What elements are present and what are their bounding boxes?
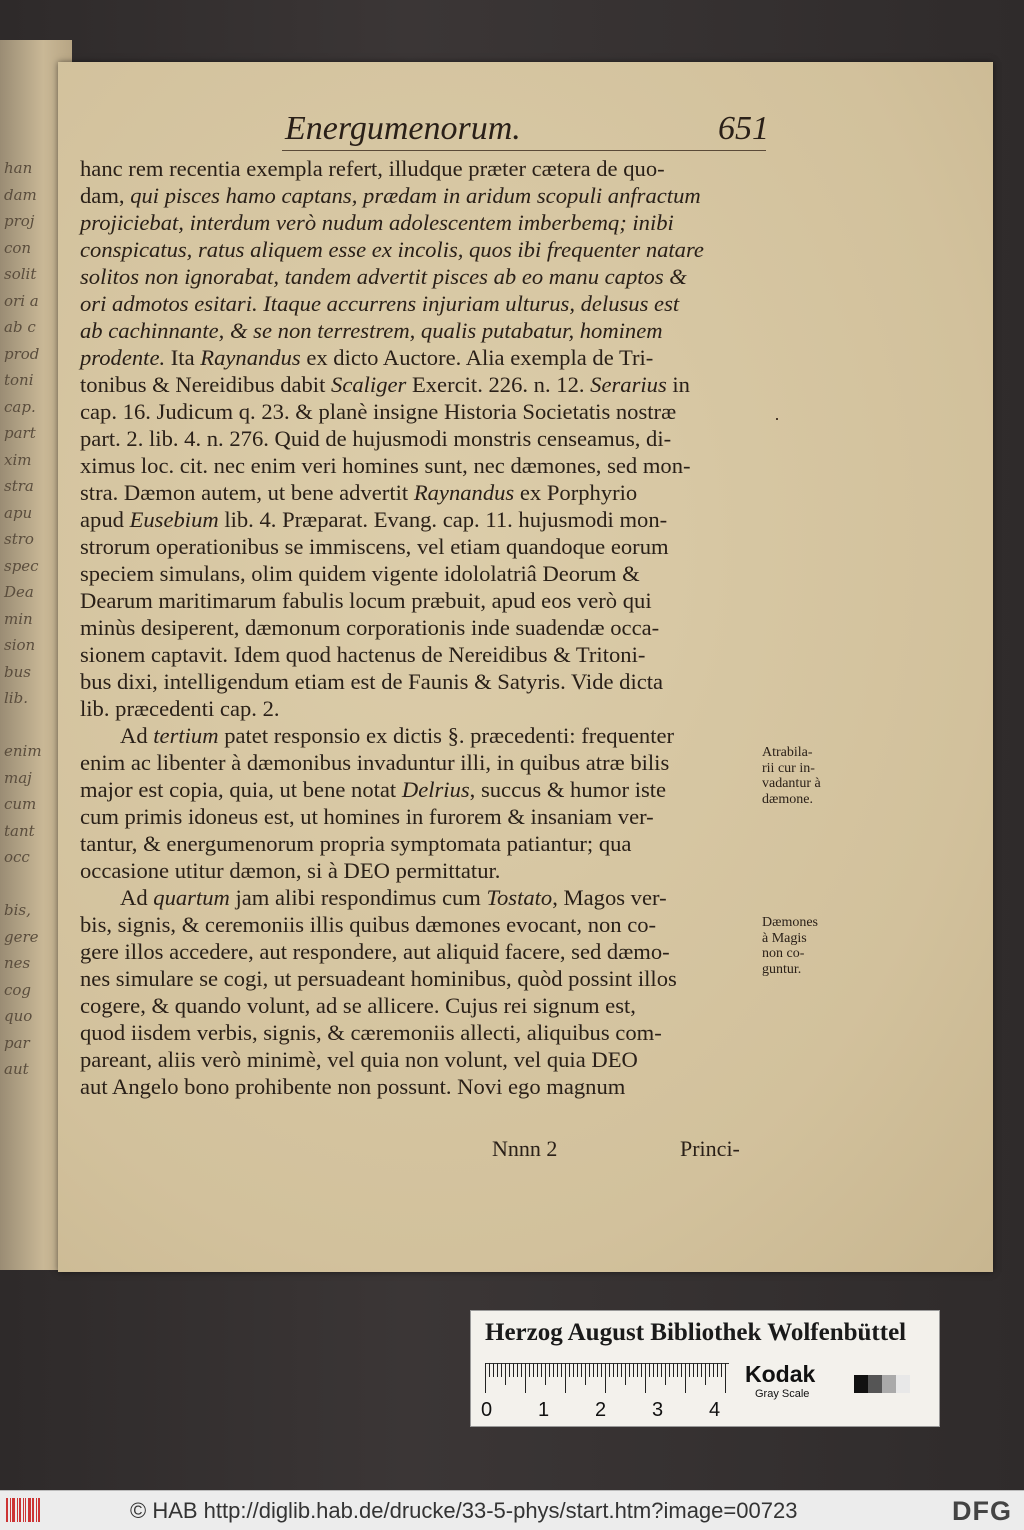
italic-run: projiciebat, interdum verò nudum adolescentem imberbemq; inibi	[80, 210, 674, 235]
library-color-card	[470, 1310, 940, 1427]
previous-page-fragment: enim	[4, 742, 42, 760]
text-run: ximus loc. cit. nec enim veri homines sunt, nec dæmones, sed mon-	[80, 453, 691, 478]
signature-mark: Nnnn 2	[492, 1136, 558, 1161]
margin-note-line: guntur.	[762, 961, 802, 977]
ruler-tick	[565, 1363, 566, 1393]
ruler-tick	[705, 1363, 706, 1385]
text-run: strorum operationibus se immiscens, vel etiam quandoque eorum	[80, 534, 669, 559]
gray-scale-label: Gray Scale	[755, 1388, 810, 1400]
ruler-number: 4	[709, 1399, 721, 1421]
text-run: bus dixi, intelligendum etiam est de Faunis & Satyris. Vide dicta	[80, 669, 664, 694]
text-run: , Magos ver-	[552, 885, 667, 910]
ruler-tick	[645, 1363, 646, 1393]
text-line	[80, 857, 760, 884]
ruler-tick	[521, 1363, 522, 1377]
previous-page-fragment: con	[4, 238, 32, 257]
text-line	[80, 506, 760, 533]
ruler-tick	[545, 1363, 546, 1385]
footer-link[interactable]: © HAB http://diglib.hab.de/drucke/33-5-phys/start.htm?image=00723	[130, 1498, 798, 1523]
page-number: 651	[718, 110, 769, 147]
text-line	[80, 965, 760, 992]
text-run: , succus & humor iste	[469, 777, 667, 802]
previous-page-fragment: solit	[4, 265, 37, 283]
ruler-tick	[589, 1363, 590, 1377]
ink-speck	[776, 418, 778, 420]
text-line	[80, 695, 760, 722]
text-run: Ita	[165, 345, 201, 370]
text-run: dam,	[80, 183, 131, 208]
ruler-tick	[505, 1363, 506, 1385]
ruler-number: 0	[481, 1399, 493, 1421]
previous-page-fragment: stra	[4, 477, 34, 495]
ruler-tick	[585, 1363, 586, 1385]
text-run: nes simulare se cogi, ut persuadeant hominibus, quòd possint illos	[80, 966, 677, 991]
previous-page-fragment: aut	[4, 1060, 29, 1078]
italic-run: prodente.	[80, 345, 166, 370]
text-run: patet responsio ex dictis §. præcedenti: frequenter	[218, 723, 675, 748]
text-line	[80, 425, 760, 452]
text-run: bis, signis, & ceremoniis illis quibus dæmones evocant, non co-	[80, 912, 657, 937]
text-run: Ad	[120, 723, 154, 748]
margin-note-line: à Magis	[762, 930, 807, 946]
ruler-tick	[677, 1363, 678, 1377]
text-line	[80, 587, 760, 614]
previous-page-fragment: spec	[4, 556, 39, 575]
text-line	[80, 263, 760, 290]
ruler-tick	[685, 1363, 686, 1393]
text-run: Ad	[120, 885, 154, 910]
previous-page-fragment: dam	[4, 185, 37, 204]
text-line	[80, 452, 760, 479]
ruler-tick	[657, 1363, 658, 1377]
ruler-number: 1	[538, 1399, 550, 1421]
text-line	[80, 911, 760, 938]
barcode-bar	[19, 1498, 21, 1522]
barcode-bar	[17, 1498, 18, 1522]
running-head-title: Energumenorum.	[285, 110, 521, 147]
ruler-tick	[577, 1363, 578, 1377]
text-run: jam alibi respondimus cum	[229, 885, 487, 910]
text-line	[80, 398, 760, 425]
text-run: cogere, & quando volunt, ad se allicere. Cujus rei signum est,	[80, 993, 636, 1018]
text-line	[80, 344, 760, 371]
text-run: tantur, & energumenorum propria symptomata patiantur; qua	[80, 831, 632, 856]
ruler-tick	[709, 1363, 710, 1377]
previous-page-fragment: tant	[4, 821, 35, 840]
library-name: Herzog August Bibliothek Wolfenbüttel	[485, 1319, 907, 1346]
text-run: lib. præcedenti cap. 2.	[80, 696, 280, 721]
ruler-scale	[485, 1363, 735, 1395]
previous-page-fragment: cum	[4, 795, 37, 813]
text-line	[80, 803, 760, 830]
text-run: ex dicto Auctore. Alia exempla de Tri-	[300, 345, 654, 370]
ruler-tick	[541, 1363, 542, 1377]
text-run: cum primis idoneus est, ut homines in furorem & insaniam ver-	[80, 804, 654, 829]
ruler-tick	[553, 1363, 554, 1377]
text-run: quod iisdem verbis, signis, & cæremoniis allecti, aliquibus com-	[80, 1020, 662, 1045]
margin-note-line: dæmone.	[762, 791, 813, 807]
text-line	[80, 749, 760, 776]
margin-note-daemones	[762, 915, 862, 977]
text-line	[80, 722, 760, 749]
italic-run: conspicatus, ratus aliquem esse ex incolis, quos ibi frequenter natare	[80, 237, 704, 262]
previous-page-fragment: sion	[4, 636, 36, 654]
ruler-tick	[673, 1363, 674, 1377]
ruler-tick	[653, 1363, 654, 1377]
ruler-tick	[525, 1363, 526, 1393]
ruler-tick	[489, 1363, 490, 1377]
ruler-tick	[701, 1363, 702, 1377]
previous-page-fragment: ab c	[4, 318, 36, 336]
ruler-tick	[605, 1363, 606, 1393]
text-line	[80, 479, 760, 506]
ruler-tick	[625, 1363, 626, 1385]
text-run: minùs desiperent, dæmonum corporationis inde suadendæ occa-	[80, 615, 660, 640]
text-run: aut Angelo bono prohibente non possunt. Novi ego magnum	[80, 1074, 626, 1099]
ruler-tick	[581, 1363, 582, 1377]
barcode-bar	[38, 1498, 40, 1522]
ruler-tick	[621, 1363, 622, 1377]
barcode-bar	[23, 1498, 24, 1522]
ruler-tick	[641, 1363, 642, 1377]
ruler-tick	[661, 1363, 662, 1377]
ruler-tick	[637, 1363, 638, 1377]
text-line	[80, 371, 760, 398]
text-line	[80, 668, 760, 695]
text-run: occasione utitur dæmon, si à DEO permittatur.	[80, 858, 501, 883]
previous-page-fragment: prod	[4, 344, 40, 363]
barcode-bar	[32, 1498, 34, 1522]
italic-run: Scaliger	[331, 372, 407, 397]
text-line	[80, 884, 760, 911]
italic-run: Serarius	[590, 372, 667, 397]
text-run: part. 2. lib. 4. n. 276. Quid de hujusmodi monstris censeamus, di-	[80, 426, 672, 451]
text-line	[80, 209, 760, 236]
text-line	[80, 236, 760, 263]
ruler-tick	[513, 1363, 514, 1377]
barcode-bar	[10, 1498, 11, 1522]
ruler-number: 2	[595, 1399, 607, 1421]
text-run: stra. Dæmon autem, ut bene advertit	[80, 480, 414, 505]
previous-page-fragment: xim	[4, 450, 32, 469]
barcode-icon	[6, 1498, 46, 1522]
ruler-tick	[633, 1363, 634, 1377]
text-run: lib. 4. Præparat. Evang. cap. 11. hujusmodi mon-	[218, 507, 668, 532]
barcode-bar	[12, 1498, 15, 1522]
previous-page-fragment: apu	[4, 503, 33, 522]
previous-page-fragment: stro	[4, 530, 34, 548]
previous-page-fragment: par	[4, 1033, 30, 1052]
text-run: pareant, aliis verò minimè, vel quia non volunt, vel quia DEO	[80, 1047, 638, 1072]
italic-run: qui pisces hamo captans, prædam in aridum scopuli anfractum	[130, 183, 701, 208]
gray-patch	[868, 1375, 882, 1393]
text-line	[80, 938, 760, 965]
text-line	[80, 560, 760, 587]
ruler-tick	[573, 1363, 574, 1377]
header-rule	[282, 150, 766, 151]
italic-run: ori admotos esitari. Itaque accurrens injuriam ulturus, delusus est	[80, 291, 680, 316]
ruler-tick	[561, 1363, 562, 1377]
ruler-tick	[549, 1363, 550, 1377]
gray-patch	[896, 1375, 910, 1393]
ruler-tick	[697, 1363, 698, 1377]
text-run: tonibus & Nereidibus dabit	[80, 372, 332, 397]
text-run: enim ac libenter à dæmonibus invaduntur illi, in quibus atræ bilis	[80, 750, 670, 775]
ruler-tick	[717, 1363, 718, 1377]
previous-page-fragment: cap.	[4, 397, 36, 416]
previous-page-fragment: occ	[4, 848, 30, 866]
previous-page-fragment: ori a	[4, 291, 39, 310]
ruler-tick	[557, 1363, 558, 1377]
ruler-number: 3	[652, 1399, 664, 1421]
margin-note-line: vadantur à	[762, 776, 821, 791]
previous-page-fragment: Dea	[4, 583, 34, 601]
previous-page-fragment: nes	[4, 954, 31, 972]
catchword: Princi-	[680, 1136, 740, 1161]
previous-page-fragment: han	[4, 159, 33, 177]
margin-note-line: rii cur in-	[762, 760, 815, 776]
ruler-tick	[497, 1363, 498, 1377]
ruler-tick	[509, 1363, 510, 1377]
margin-note-line: Dæmones	[762, 915, 818, 930]
ruler-tick	[533, 1363, 534, 1377]
ruler-tick	[689, 1363, 690, 1377]
margin-note-line: non co-	[762, 946, 805, 961]
text-line	[80, 1073, 760, 1100]
text-run: sionem captavit. Idem quod hactenus de Nereidibus & Tritoni-	[80, 642, 646, 667]
ruler-tick	[569, 1363, 570, 1377]
text-line	[80, 776, 760, 803]
text-run: apud	[80, 507, 130, 532]
text-run: ex Porphyrio	[514, 480, 638, 505]
barcode-bar	[28, 1498, 31, 1522]
text-line	[80, 533, 760, 560]
ruler-tick	[721, 1363, 722, 1377]
text-line	[80, 290, 760, 317]
ruler-tick	[493, 1363, 494, 1377]
text-line	[80, 830, 760, 857]
barcode-bar	[36, 1498, 37, 1522]
text-run: Exercit. 226. n. 12.	[406, 372, 591, 397]
previous-page-fragment: quo	[4, 1007, 33, 1025]
previous-page-fragment: maj	[4, 768, 32, 787]
ruler-tick	[713, 1363, 714, 1377]
ruler-tick	[609, 1363, 610, 1377]
previous-page-fragment: proj	[4, 212, 35, 230]
ruler-tick	[669, 1363, 670, 1377]
previous-page-fragment: lib.	[4, 689, 28, 707]
body-text	[80, 155, 760, 1100]
text-line	[80, 992, 760, 1019]
margin-note-line: Atrabila-	[762, 745, 813, 760]
barcode-bar	[6, 1498, 8, 1522]
previous-page-fragment: toni	[4, 371, 34, 389]
previous-page-fragment: part	[4, 424, 36, 442]
ruler-tick	[681, 1363, 682, 1377]
footer-bar	[0, 1490, 1024, 1530]
italic-run: solitos non ignorabat, tandem advertit pisces ab eo manu captos &	[80, 264, 687, 289]
italic-run: tertium	[153, 723, 219, 748]
ruler-tick	[725, 1363, 726, 1393]
text-line	[80, 641, 760, 668]
text-run: speciem simulans, olim quidem vigente idololatriâ Deorum &	[80, 561, 640, 586]
italic-run: Eusebium	[129, 507, 219, 532]
running-head	[285, 110, 775, 148]
gray-patch	[882, 1375, 896, 1393]
italic-run: Delrius	[401, 777, 470, 802]
ruler-tick	[617, 1363, 618, 1377]
text-run: in	[666, 372, 690, 397]
ruler-tick	[593, 1363, 594, 1377]
italic-run: Tostato	[486, 885, 553, 910]
text-line	[80, 155, 760, 182]
text-run: gere illos accedere, aut respondere, aut aliquid facere, sed dæmo-	[80, 939, 670, 964]
previous-page-fragment: min	[4, 609, 33, 628]
ruler-tick	[665, 1363, 666, 1385]
ruler-tick	[537, 1363, 538, 1377]
ruler-tick	[693, 1363, 694, 1377]
ruler-tick	[601, 1363, 602, 1377]
ruler-tick	[597, 1363, 598, 1377]
previous-page-fragment: gere	[4, 927, 39, 946]
italic-run: Raynandus	[200, 345, 301, 370]
ruler-tick	[485, 1363, 486, 1393]
text-line	[80, 1046, 760, 1073]
italic-run: ab cachinnante, & se non terrestrem, qualis putabatur, hominem	[80, 318, 663, 343]
gray-patch	[854, 1375, 868, 1393]
barcode-bar	[25, 1498, 26, 1522]
ruler-tick	[501, 1363, 502, 1377]
text-run: Dearum maritimarum fabulis locum præbuit, apud eos verò qui	[80, 588, 652, 613]
italic-run: Raynandus	[413, 480, 515, 505]
text-line	[80, 317, 760, 344]
kodak-logo: Kodak	[745, 1361, 816, 1387]
text-run: hanc rem recentia exempla refert, illudque præter cætera de quo-	[80, 156, 665, 181]
gray-scale-patches	[854, 1375, 910, 1393]
dfg-logo: DFG	[952, 1496, 1012, 1526]
text-run: cap. 16. Judicum q. 23. & planè insigne Historia Societatis nostræ	[80, 399, 677, 424]
ruler-tick	[517, 1363, 518, 1377]
text-line	[80, 1019, 760, 1046]
ruler-tick	[649, 1363, 650, 1377]
margin-note-atrabilarii	[762, 745, 862, 807]
ruler-tick	[629, 1363, 630, 1377]
ruler-tick	[613, 1363, 614, 1377]
text-line	[80, 614, 760, 641]
previous-page-fragment: cog	[4, 980, 32, 999]
ruler-tick	[529, 1363, 530, 1377]
previous-page-fragment: bis,	[4, 901, 31, 919]
text-line	[80, 182, 760, 209]
previous-page-fragment: bus	[4, 662, 31, 681]
italic-run: quartum	[153, 885, 230, 910]
text-run: major est copia, quia, ut bene notat	[80, 777, 402, 802]
